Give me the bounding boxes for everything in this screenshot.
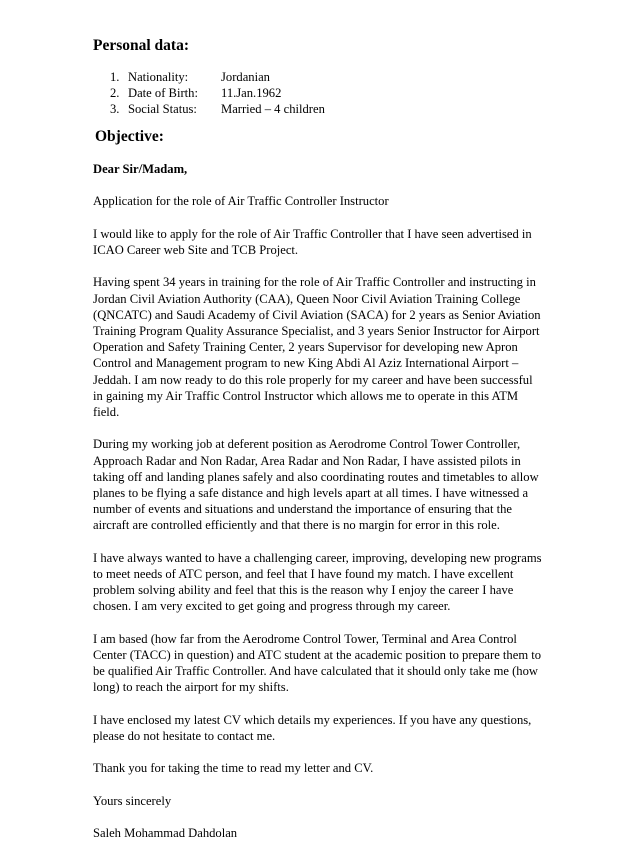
paragraph-line: in gaining my Air Traffic Control Instructor which allows me to operate in this ATM <box>93 388 519 403</box>
item-label: Social Status: <box>128 102 197 116</box>
letter-paragraph <box>93 825 555 841</box>
item-label: Nationality: <box>128 70 189 84</box>
personal-data-item <box>110 101 325 117</box>
paragraph-line: be qualified Air Traffic Controller. And have calculated that it should only take me (how <box>93 664 538 679</box>
letter-paragraph <box>93 274 555 420</box>
letter-paragraph <box>93 226 555 258</box>
paragraph-line: Jordan Civil Aviation Authority (CAA), Queen Noor Civil Aviation Training College <box>93 291 521 306</box>
paragraph-line: number of events and situations and understand the importance of ensuring that the <box>93 502 512 517</box>
item-label: Date of Birth: <box>128 86 198 100</box>
item-number: 2. <box>110 86 120 100</box>
paragraph-line: ICAO Career web Site and TCB Project. <box>93 242 299 257</box>
paragraph-line: During my working job at deferent position as Aerodrome Control Tower Controller, <box>93 437 521 452</box>
paragraph-line: long) to reach the airport for my shifts. <box>93 680 289 695</box>
salutation: Dear Sir/Madam, <box>93 162 188 176</box>
paragraph-line: field. <box>93 405 120 419</box>
letter-paragraph <box>93 436 555 533</box>
paragraph-line: please do not hesitate to contact me. <box>93 729 276 743</box>
paragraph-line: Saleh Mohammad Dahdolan <box>93 826 238 841</box>
letter-paragraph <box>93 193 555 209</box>
paragraph-line: (QNCATC) and Saudi Academy of Civil Aviation (SACA) for 2 years as Senior Aviation <box>93 307 541 322</box>
paragraph-line: Operation and Safety Training Center, 2 years Supervisor for developing new Apron <box>93 340 518 355</box>
paragraph-line: Approach Radar and Non Radar, Area Radar and Non Radar, I have assisted pilots in <box>93 453 521 468</box>
letter-paragraph <box>93 793 555 809</box>
personal-data-heading: Personal data: <box>93 37 190 54</box>
paragraph-line: I am based (how far from the Aerodrome Control Tower, Terminal and Area Control <box>93 631 517 646</box>
paragraph-line: Center (TACC) in question) and ATC student at the academic position to prepare them to <box>93 648 542 662</box>
paragraph-line: I have always wanted to have a challenging career, improving, developing new programs <box>93 550 542 565</box>
paragraph-line: Training Program Quality Assurance Specialist, and 3 years Senior Instructor for Airport <box>93 323 540 338</box>
paragraph-line: problem solving ability and feel that this is the reason why I enjoy the career I have <box>93 583 514 598</box>
paragraph-line: aircraft are controlled efficiently and that there is no margin for error in this role. <box>93 518 500 533</box>
paragraph-line: Application for the role of Air Traffic Controller Instructor <box>93 194 389 209</box>
item-value: 11.Jan.1962 <box>221 86 282 100</box>
paragraph-line: Yours sincerely <box>93 793 172 808</box>
personal-data-item <box>110 69 325 85</box>
paragraph-line: to meet needs of ATC person, and feel that I have found my match. I have excellent <box>93 567 514 581</box>
paragraph-line: I have enclosed my latest CV which details my experiences. If you have any questions, <box>93 712 532 727</box>
paragraph-line: Having spent 34 years in training for the role of Air Traffic Controller and instructing in <box>93 275 536 290</box>
paragraph-line: Control and Management program to new King Abdi Al Aziz International Airport – <box>93 356 519 371</box>
letter-paragraph <box>93 550 555 615</box>
paragraph-line: planes to be flying a safe distance and high levels apart at all times. I have witnessed a <box>93 486 529 500</box>
cover-letter <box>93 161 555 858</box>
objective-heading: Objective: <box>95 128 164 145</box>
personal-data-item <box>110 85 325 101</box>
letter-paragraph <box>93 631 555 696</box>
paragraph-line: Jeddah. I am now ready to do this role properly for my career and have been successful <box>93 372 533 387</box>
item-number: 3. <box>110 102 120 116</box>
letter-paragraph <box>93 712 555 744</box>
paragraph-line: I would like to apply for the role of Air Traffic Controller that I have seen advertised in <box>93 226 532 241</box>
personal-data-list <box>110 69 325 117</box>
item-number: 1. <box>110 70 120 84</box>
letter-paragraph <box>93 760 555 776</box>
paragraph-line: chosen. I am very excited to get going and progress through my career. <box>93 599 451 614</box>
paragraph-line: Thank you for taking the time to read my letter and CV. <box>93 761 374 776</box>
item-value: Jordanian <box>221 70 270 84</box>
item-value: Married – 4 children <box>221 102 325 116</box>
paragraph-line: taking off and landing planes safely and also coordinating routes and timetables to allow <box>93 469 539 484</box>
